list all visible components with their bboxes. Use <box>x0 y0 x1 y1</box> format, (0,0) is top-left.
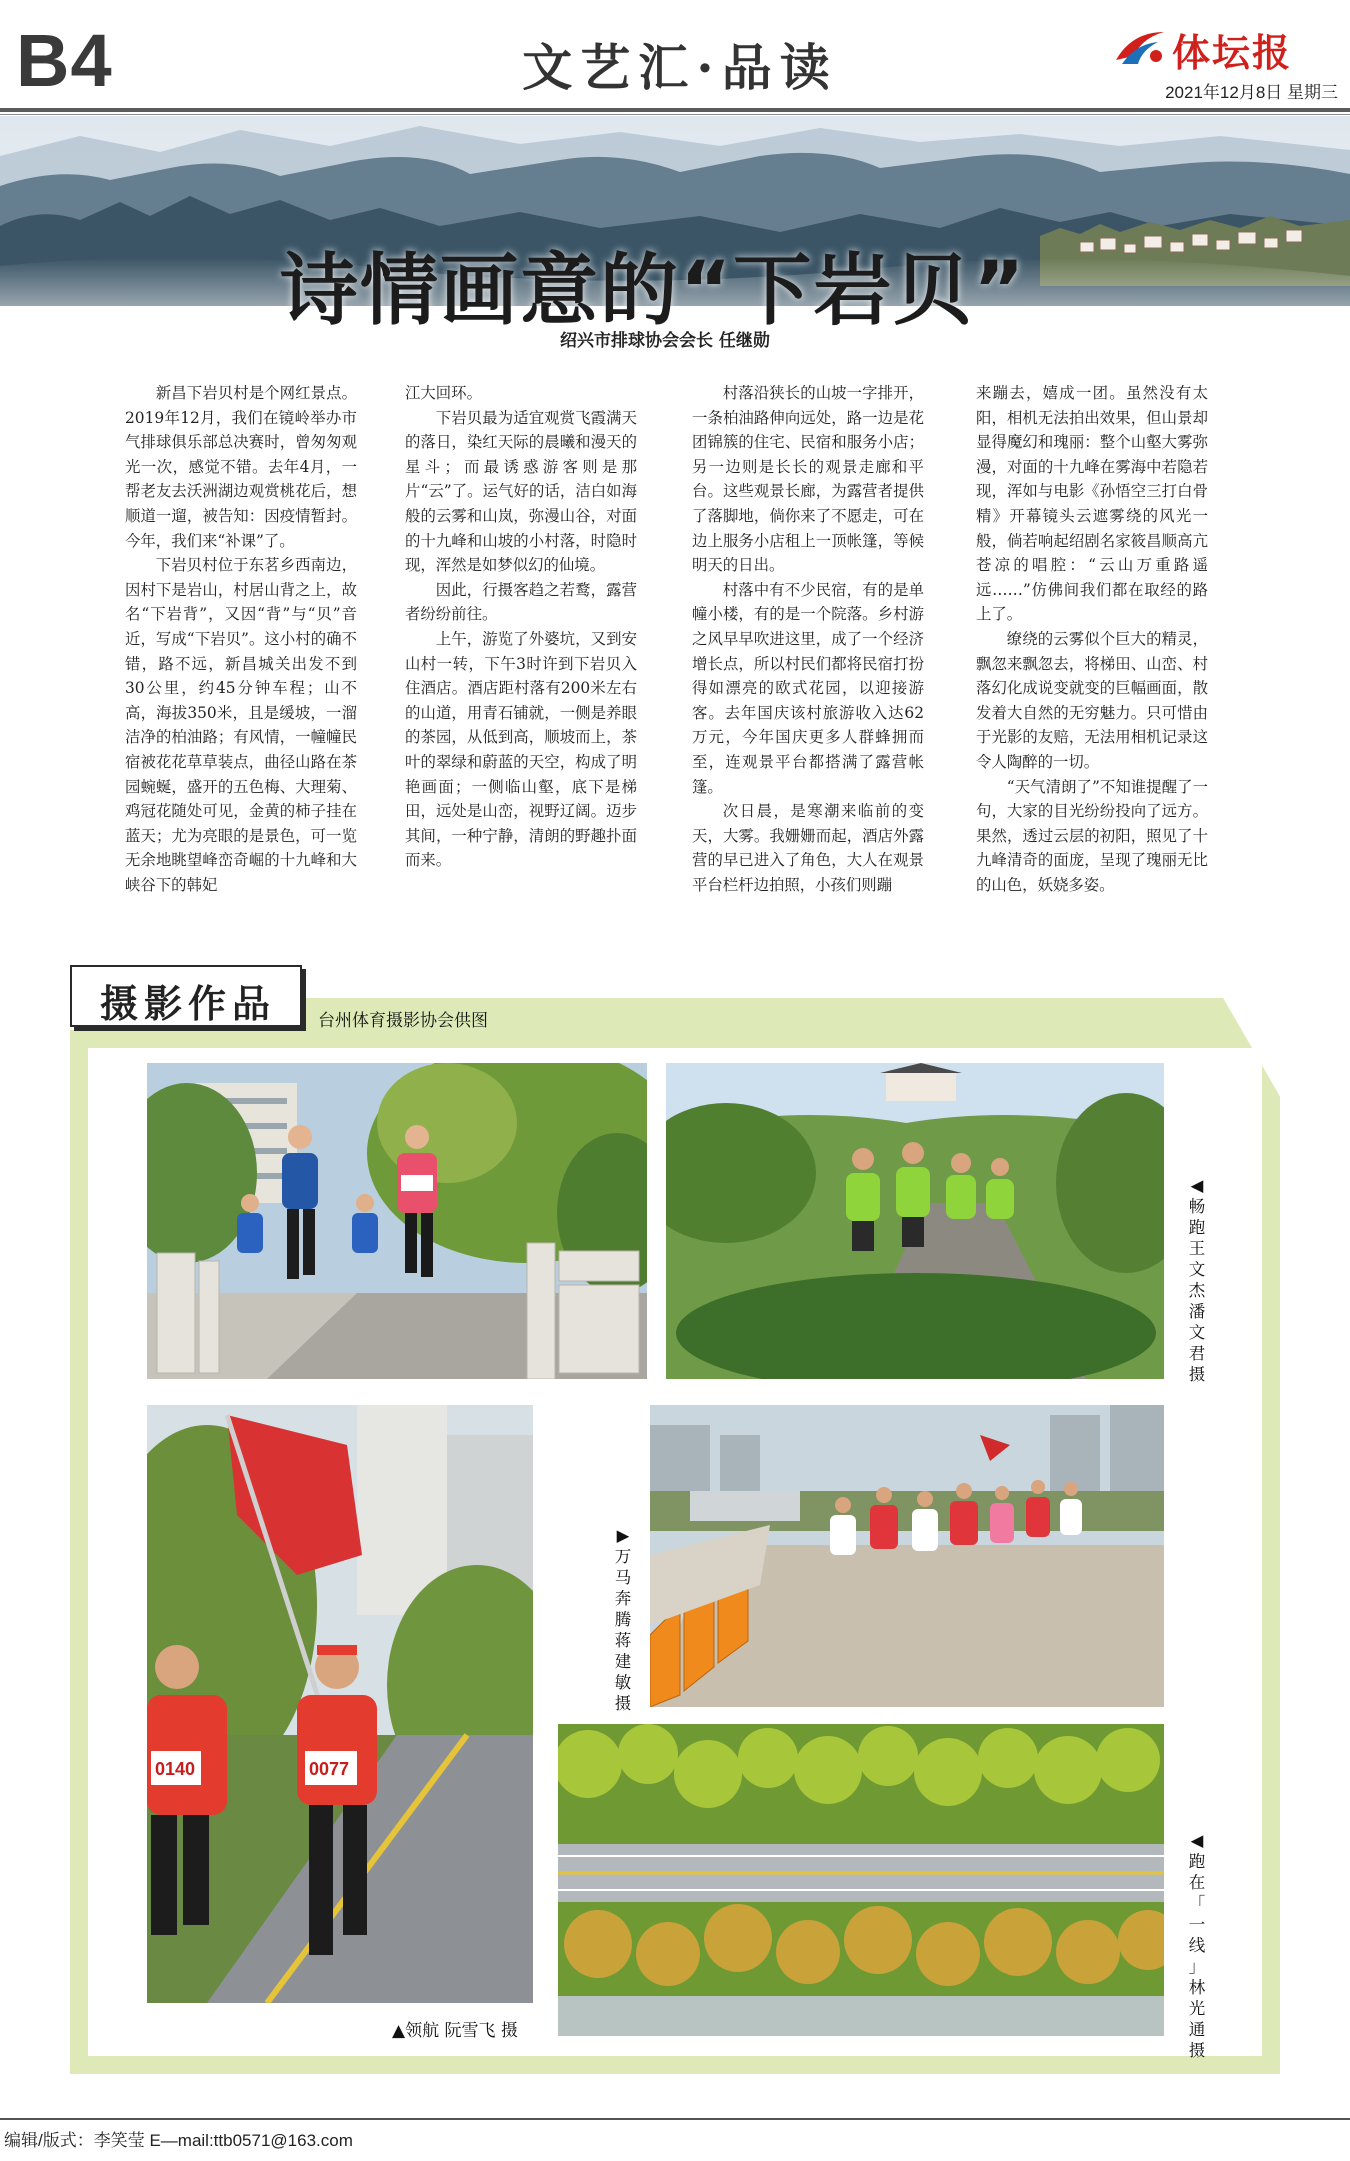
article-headline: 诗情画意的“下岩贝” <box>280 246 1027 336</box>
paragraph: 上午，游览了外婆坑，又到安山村一转，下午3时许到下岩贝入住酒店。酒店距村落有200米左右的山道，用青石铺就，一侧是养眼的茶园，从低到高，顺坡而上，茶叶的翠绿和蔚蓝的天空，构成了明艳画面；一侧临山壑，底下是梯田，远处是山峦，视野辽阔。迈步其间，一种宁静，清朗的野趣扑面而来。 <box>405 629 637 870</box>
caption-char: 跑 <box>1188 1218 1206 1237</box>
paragraph: “天气清朗了”不知谁提醒了一句，大家的目光纷纷投向了远方。果然，透过云层的初阳，照见了十九峰清奇的面庞，呈现了瑰丽无比的山色，妖娆多姿。 <box>976 777 1208 894</box>
caption-char: 摄 <box>1188 1365 1206 1384</box>
paragraph: 江大回环。 <box>405 384 482 402</box>
paragraph: 新昌下岩贝村是个网红景点。2019年12月，我们在镜岭举办市气排球俱乐部总决赛时，曾匆匆观光一次，感觉不错。去年4月，一帮老友去沃洲湖边观赏桃花后，想顺道一遛，被告知：因疫情暂封。今年，我们来“补课”了。 <box>125 384 357 550</box>
caption-ten-thousand-horses <box>612 1525 634 1714</box>
caption-char: ◀ <box>1190 1831 1204 1850</box>
caption-char: 畅 <box>1188 1197 1206 1216</box>
header-rule <box>0 108 1350 112</box>
caption-char: 在 <box>1188 1873 1206 1892</box>
caption-char: 「 <box>1188 1894 1206 1913</box>
photo-runners-bridge <box>147 1063 647 1379</box>
caption-char: 蒋 <box>614 1631 632 1650</box>
editor-footer: 编辑/版式：李笑莹 E—mail:ttb0571@163.com <box>4 2131 353 2150</box>
photo-marathon-crowd <box>650 1405 1164 1707</box>
bib-number: 0140 <box>155 1759 196 1779</box>
paragraph: 次日晨，是寒潮来临前的变天，大雾。我姗姗而起，酒店外露营的早已进入了角色，大人在观景平台栏杆边拍照，小孩们则蹦 <box>692 802 924 894</box>
issue-date: 2021年12月8日 星期三 <box>1165 83 1338 102</box>
photo-aerial-road <box>558 1724 1164 2036</box>
paragraph: 下岩贝最为适宜观赏飞霞满天的落日，染红天际的晨曦和漫天的星斗；而最诱惑游客则是那片“云”了。运气好的话，洁白如海般的云雾和山岚，弥漫山谷，对面的十九峰和山坡的小村落，时隐时现，浑然是如梦似幻的仙境。 <box>405 408 637 575</box>
caption-char: 线 <box>1188 1936 1206 1955</box>
caption-char: 跑 <box>1188 1852 1206 1871</box>
paragraph: 下岩贝村位于东茗乡西南边，因村下是岩山，村居山背之上，故名“下岩背”，又因“背”与“贝”音近，写成“下岩贝”。这小村的确不错，路不远，新昌城关出发不到30公里，约45分钟车程；山不高，海拔350米，且是缓坡，一溜洁净的柏油路；有风情，一幢幢民宿被花花草草装点，曲径山路在茶园蜿蜒，盛开的五色梅、大理菊、鸡冠花随处可见，金黄的柿子挂在蓝天；尤为亮眼的是景色，可一览无余地眺望峰峦奇崛的十九峰和大峡谷下的韩妃 <box>125 556 357 894</box>
page-number: B4 <box>16 19 113 102</box>
caption-char: 通 <box>1188 2020 1206 2039</box>
article-column-4 <box>976 381 1208 897</box>
newspaper-logo <box>1112 22 1334 75</box>
caption-char: 光 <box>1188 1999 1206 2018</box>
caption-char: 」 <box>1188 1957 1206 1976</box>
section-title: 文艺汇·品读 <box>522 38 838 97</box>
caption-char: 摄 <box>1188 2041 1206 2060</box>
photo-section-label <box>70 965 302 1027</box>
newspaper-name: 体坛报 <box>1172 30 1293 75</box>
caption-char: 建 <box>614 1652 632 1671</box>
caption-char: 奔 <box>614 1589 632 1608</box>
caption-char: 君 <box>1188 1344 1206 1363</box>
caption-char: 腾 <box>614 1610 632 1629</box>
caption-char: 摄 <box>614 1694 632 1713</box>
caption-char: 文 <box>1188 1323 1206 1342</box>
photo-runners-green <box>666 1063 1164 1379</box>
logo-swoosh-icon <box>1112 26 1166 68</box>
caption-char: 王 <box>1188 1239 1206 1258</box>
article-column-2 <box>405 381 637 873</box>
caption-char: ▶ <box>616 1526 630 1545</box>
caption-char: ◀ <box>1190 1176 1204 1195</box>
caption-char: 万 <box>614 1547 632 1566</box>
paragraph: 来蹦去，嬉成一团。虽然没有太阳，相机无法拍出效果，但山景却显得魔幻和瑰丽：整个山壑大雾弥漫，对面的十九峰在雾海中若隐若现，浑如与电影《孙悟空三打白骨精》开幕镜头云遮雾绕的风光一般，倘若响起绍剧名家筱昌顺高亢苍凉的唱腔：“云山万重路遥远……”仿佛间我们都在取经的路上了。 <box>976 384 1208 624</box>
article-column-3 <box>692 381 924 897</box>
caption-char: 林 <box>1188 1978 1206 1997</box>
caption-char: 敏 <box>614 1673 632 1692</box>
bib-number: 0077 <box>309 1759 350 1779</box>
caption-front-line <box>1186 1830 1208 2061</box>
article-byline: 绍兴市排球协会会长 任继勋 <box>560 331 770 351</box>
photo-lead-runner-flag <box>147 1405 533 2003</box>
caption-char: 潘 <box>1188 1302 1206 1321</box>
photo-credit: 台州体育摄影协会供图 <box>318 1011 488 1031</box>
photo-section-label-text: 摄影作品 <box>99 981 276 1026</box>
footer-rule <box>0 2118 1350 2120</box>
paragraph: 缭绕的云雾似个巨大的精灵，飘忽来飘忽去，将梯田、山峦、村落幻化成说变就变的巨幅画面，散发着大自然的无穷魅力。只可惜由于光影的友赔，无法用相机记录这令人陶醉的一切。 <box>976 629 1208 771</box>
caption-char: 杰 <box>1188 1281 1206 1300</box>
caption-smooth-running <box>1186 1175 1208 1385</box>
caption-char: 一 <box>1188 1915 1206 1934</box>
caption-char: 马 <box>614 1568 632 1587</box>
caption-lead: ▲领航 阮雪飞 摄 <box>392 2021 518 2041</box>
paragraph: 村落沿狭长的山坡一字排开，一条柏油路伸向远处，路一边是花团锦簇的住宅、民宿和服务小店；另一边则是长长的观景走廊和平台。这些观景长廊，为露营者提供了落脚地，倘你来了不愿走，可在边上服务小店租上一顶帐篷，等候明天的日出。 <box>692 384 924 575</box>
paragraph: 村落中有不少民宿，有的是单幢小楼，有的是一个院落。乡村游之风早早吹进这里，成了一个经济增长点，所以村民们都将民宿打扮得如漂亮的欧式花园，以迎接游客。去年国庆该村旅游收入达62万元，今年国庆更多人群蜂拥而至，连观景平台都搭满了露营帐篷。 <box>692 580 924 796</box>
caption-char: 文 <box>1188 1260 1206 1279</box>
header-rule-thin <box>0 114 1350 115</box>
article-column-1 <box>125 381 357 897</box>
paragraph: 因此，行摄客趋之若鹜，露营者纷纷前往。 <box>405 580 637 624</box>
